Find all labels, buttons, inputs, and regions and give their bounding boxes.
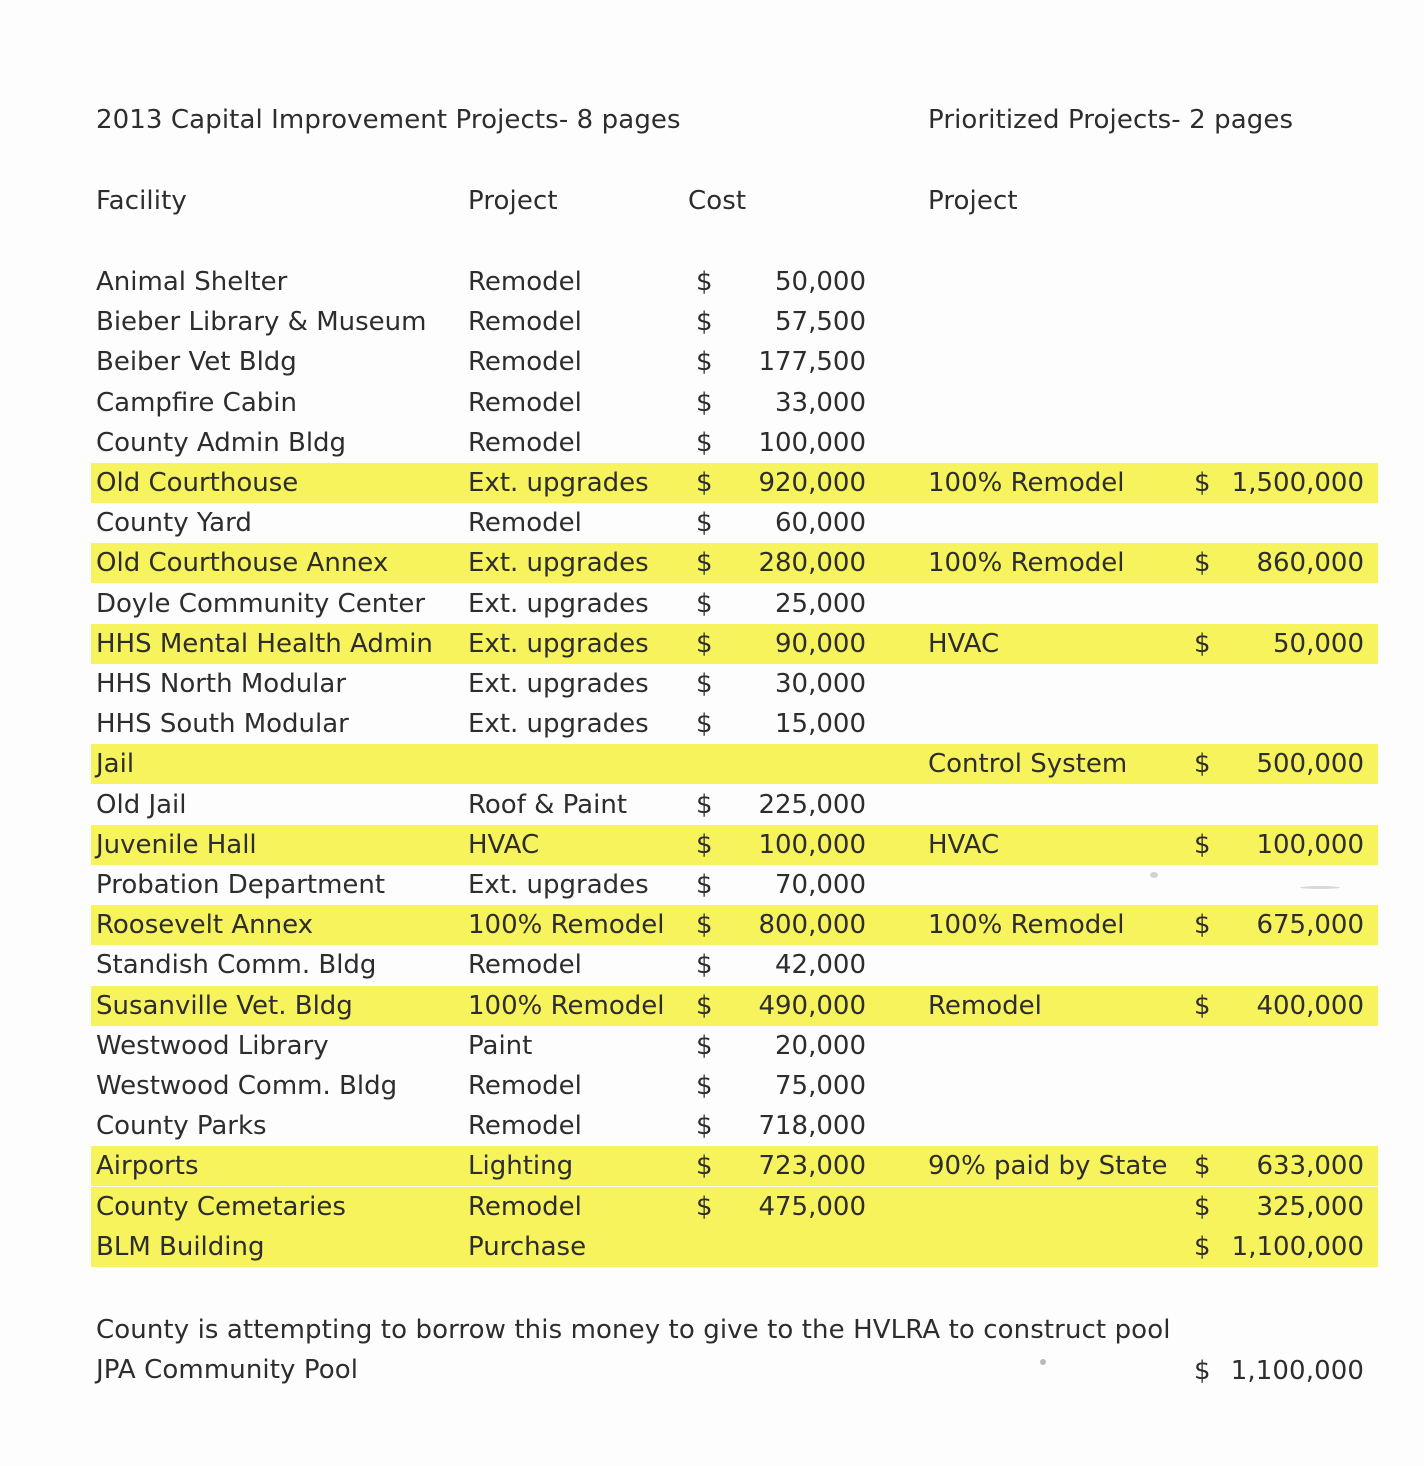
table-row: [0, 1026, 1424, 1066]
row-project: HVAC: [468, 830, 540, 860]
row-prioritized-dollar-sign: $: [1194, 629, 1211, 659]
row-prioritized-project: Remodel: [928, 991, 1042, 1021]
table-row: [0, 543, 1424, 583]
table-row: [0, 1106, 1424, 1146]
row-project: Ext. upgrades: [468, 548, 649, 578]
table-row: [0, 383, 1424, 423]
table-row: [0, 1146, 1424, 1186]
header-cost: Cost: [688, 186, 747, 216]
row-project: Remodel: [468, 307, 582, 337]
row-cost: 920,000: [758, 468, 866, 498]
row-project: Ext. upgrades: [468, 589, 649, 619]
table-row: [0, 664, 1424, 704]
row-project: Purchase: [468, 1232, 587, 1262]
row-facility: Westwood Comm. Bldg: [96, 1071, 398, 1101]
row-prioritized-cost: 50,000: [1273, 629, 1364, 659]
scan-speck: [1300, 886, 1340, 889]
row-cost-dollar-sign: $: [696, 991, 713, 1021]
row-cost-dollar-sign: $: [696, 830, 713, 860]
row-facility: Susanville Vet. Bldg: [96, 991, 353, 1021]
row-cost: 42,000: [775, 950, 866, 980]
table-row: [0, 744, 1424, 784]
header-prioritized-project: Project: [928, 186, 1018, 216]
row-prioritized-dollar-sign: $: [1194, 991, 1211, 1021]
row-project: Remodel: [468, 388, 582, 418]
row-cost-dollar-sign: $: [696, 629, 713, 659]
row-cost: 25,000: [775, 589, 866, 619]
row-cost-dollar-sign: $: [696, 709, 713, 739]
row-facility: County Cemetaries: [96, 1192, 346, 1222]
row-cost: 33,000: [775, 388, 866, 418]
row-project: Remodel: [468, 508, 582, 538]
scan-speck: [1040, 1359, 1046, 1365]
row-highlight: [91, 744, 1378, 784]
row-cost: 57,500: [775, 307, 866, 337]
row-project: Ext. upgrades: [468, 870, 649, 900]
table-row: [0, 584, 1424, 624]
row-cost-dollar-sign: $: [696, 388, 713, 418]
row-cost: 490,000: [758, 991, 866, 1021]
table-row: [0, 704, 1424, 744]
row-facility: HHS Mental Health Admin: [96, 629, 433, 659]
row-project: 100% Remodel: [468, 910, 665, 940]
row-cost: 20,000: [775, 1031, 866, 1061]
row-cost-dollar-sign: $: [696, 870, 713, 900]
row-cost: 30,000: [775, 669, 866, 699]
row-facility: BLM Building: [96, 1232, 265, 1262]
table-row: [0, 1066, 1424, 1106]
row-cost: 100,000: [758, 830, 866, 860]
row-cost-dollar-sign: $: [696, 1151, 713, 1181]
row-facility: Campfire Cabin: [96, 388, 297, 418]
row-cost: 15,000: [775, 709, 866, 739]
row-prioritized-dollar-sign: $: [1194, 1192, 1211, 1222]
row-prioritized-dollar-sign: $: [1194, 1151, 1211, 1181]
row-prioritized-dollar-sign: $: [1194, 468, 1211, 498]
row-facility: Airports: [96, 1151, 199, 1181]
row-prioritized-cost: 400,000: [1256, 991, 1364, 1021]
row-cost-dollar-sign: $: [696, 669, 713, 699]
row-prioritized-dollar-sign: $: [1194, 548, 1211, 578]
table-row: [0, 503, 1424, 543]
table-row: [0, 262, 1424, 302]
row-prioritized-cost: 1,500,000: [1231, 468, 1364, 498]
row-facility: Doyle Community Center: [96, 589, 426, 619]
row-prioritized-project: Control System: [928, 749, 1128, 779]
row-project: Remodel: [468, 267, 582, 297]
row-cost: 70,000: [775, 870, 866, 900]
row-cost-dollar-sign: $: [696, 589, 713, 619]
table-row: [0, 423, 1424, 463]
table-row: [0, 905, 1424, 945]
row-facility: County Parks: [96, 1111, 267, 1141]
row-project: Lighting: [468, 1151, 574, 1181]
row-facility: Roosevelt Annex: [96, 910, 313, 940]
row-cost: 100,000: [758, 428, 866, 458]
row-cost: 800,000: [758, 910, 866, 940]
header-facility: Facility: [96, 186, 187, 216]
row-project: Remodel: [468, 950, 582, 980]
row-cost-dollar-sign: $: [696, 307, 713, 337]
row-cost: 177,500: [758, 347, 866, 377]
row-cost-dollar-sign: $: [696, 1111, 713, 1141]
row-project: Roof & Paint: [468, 790, 628, 820]
row-prioritized-dollar-sign: $: [1194, 910, 1211, 940]
row-facility: Probation Department: [96, 870, 386, 900]
pool-label: JPA Community Pool: [96, 1355, 359, 1385]
table-row: [0, 986, 1424, 1026]
row-cost: 90,000: [775, 629, 866, 659]
scan-speck: [1150, 872, 1158, 878]
row-prioritized-cost: 633,000: [1256, 1151, 1364, 1181]
pool-dollar-sign: $: [1194, 1356, 1211, 1386]
table-row: [0, 825, 1424, 865]
row-project: Remodel: [468, 428, 582, 458]
row-project: 100% Remodel: [468, 991, 665, 1021]
row-prioritized-project: HVAC: [928, 629, 1000, 659]
row-prioritized-dollar-sign: $: [1194, 749, 1211, 779]
table-row: [0, 785, 1424, 825]
row-facility: Bieber Library & Museum: [96, 307, 427, 337]
row-cost-dollar-sign: $: [696, 428, 713, 458]
row-facility: County Yard: [96, 508, 252, 538]
row-project: Remodel: [468, 1111, 582, 1141]
row-cost: 280,000: [758, 548, 866, 578]
table-row: [0, 463, 1424, 503]
row-cost-dollar-sign: $: [696, 267, 713, 297]
row-prioritized-project: 90% paid by State: [928, 1151, 1168, 1181]
row-prioritized-cost: 325,000: [1256, 1192, 1364, 1222]
table-row: [0, 624, 1424, 664]
row-project: Remodel: [468, 347, 582, 377]
row-prioritized-project: HVAC: [928, 830, 1000, 860]
pool-amount: 1,100,000: [1230, 1356, 1364, 1386]
row-prioritized-project: 100% Remodel: [928, 910, 1125, 940]
row-facility: Beiber Vet Bldg: [96, 347, 297, 377]
row-project: Ext. upgrades: [468, 669, 649, 699]
header-project: Project: [468, 186, 558, 216]
row-cost-dollar-sign: $: [696, 1192, 713, 1222]
row-cost: 50,000: [775, 267, 866, 297]
row-cost-dollar-sign: $: [696, 910, 713, 940]
row-facility: HHS South Modular: [96, 709, 349, 739]
row-cost: 723,000: [758, 1151, 866, 1181]
row-prioritized-cost: 100,000: [1256, 830, 1364, 860]
document-title: 2013 Capital Improvement Projects- 8 pages: [96, 105, 681, 135]
row-cost-dollar-sign: $: [696, 1071, 713, 1101]
table-row: [0, 342, 1424, 382]
row-prioritized-project: 100% Remodel: [928, 468, 1125, 498]
row-cost-dollar-sign: $: [696, 1031, 713, 1061]
row-cost-dollar-sign: $: [696, 347, 713, 377]
table-row: [0, 1227, 1424, 1267]
row-prioritized-cost: 1,100,000: [1231, 1232, 1364, 1262]
row-prioritized-cost: 860,000: [1256, 548, 1364, 578]
row-cost-dollar-sign: $: [696, 548, 713, 578]
table-row: [0, 1187, 1424, 1227]
row-facility: Old Courthouse Annex: [96, 548, 389, 578]
row-project: Remodel: [468, 1192, 582, 1222]
row-project: Ext. upgrades: [468, 629, 649, 659]
footer-note: County is attempting to borrow this money to give to the HVLRA to construct pool: [96, 1315, 1171, 1345]
row-project: Remodel: [468, 1071, 582, 1101]
row-facility: Juvenile Hall: [96, 830, 257, 860]
row-cost-dollar-sign: $: [696, 950, 713, 980]
row-project: Ext. upgrades: [468, 468, 649, 498]
row-cost: 225,000: [758, 790, 866, 820]
row-facility: County Admin Bldg: [96, 428, 347, 458]
row-facility: HHS North Modular: [96, 669, 347, 699]
row-prioritized-cost: 500,000: [1256, 749, 1364, 779]
table-row: [0, 865, 1424, 905]
row-prioritized-cost: 675,000: [1256, 910, 1364, 940]
row-facility: Jail: [96, 749, 135, 779]
prioritized-title: Prioritized Projects- 2 pages: [928, 105, 1294, 135]
row-facility: Westwood Library: [96, 1031, 329, 1061]
row-facility: Standish Comm. Bldg: [96, 950, 377, 980]
row-facility: Old Courthouse: [96, 468, 299, 498]
row-cost: 475,000: [758, 1192, 866, 1222]
row-cost: 718,000: [758, 1111, 866, 1141]
row-prioritized-project: 100% Remodel: [928, 548, 1125, 578]
table-row: [0, 945, 1424, 985]
row-cost-dollar-sign: $: [696, 790, 713, 820]
row-cost-dollar-sign: $: [696, 508, 713, 538]
table-row: [0, 302, 1424, 342]
row-prioritized-dollar-sign: $: [1194, 1232, 1211, 1262]
row-project: Paint: [468, 1031, 533, 1061]
row-facility: Old Jail: [96, 790, 187, 820]
row-cost-dollar-sign: $: [696, 468, 713, 498]
row-highlight: [91, 1227, 1378, 1267]
row-facility: Animal Shelter: [96, 267, 288, 297]
row-project: Ext. upgrades: [468, 709, 649, 739]
row-prioritized-dollar-sign: $: [1194, 830, 1211, 860]
row-cost: 75,000: [775, 1071, 866, 1101]
row-cost: 60,000: [775, 508, 866, 538]
